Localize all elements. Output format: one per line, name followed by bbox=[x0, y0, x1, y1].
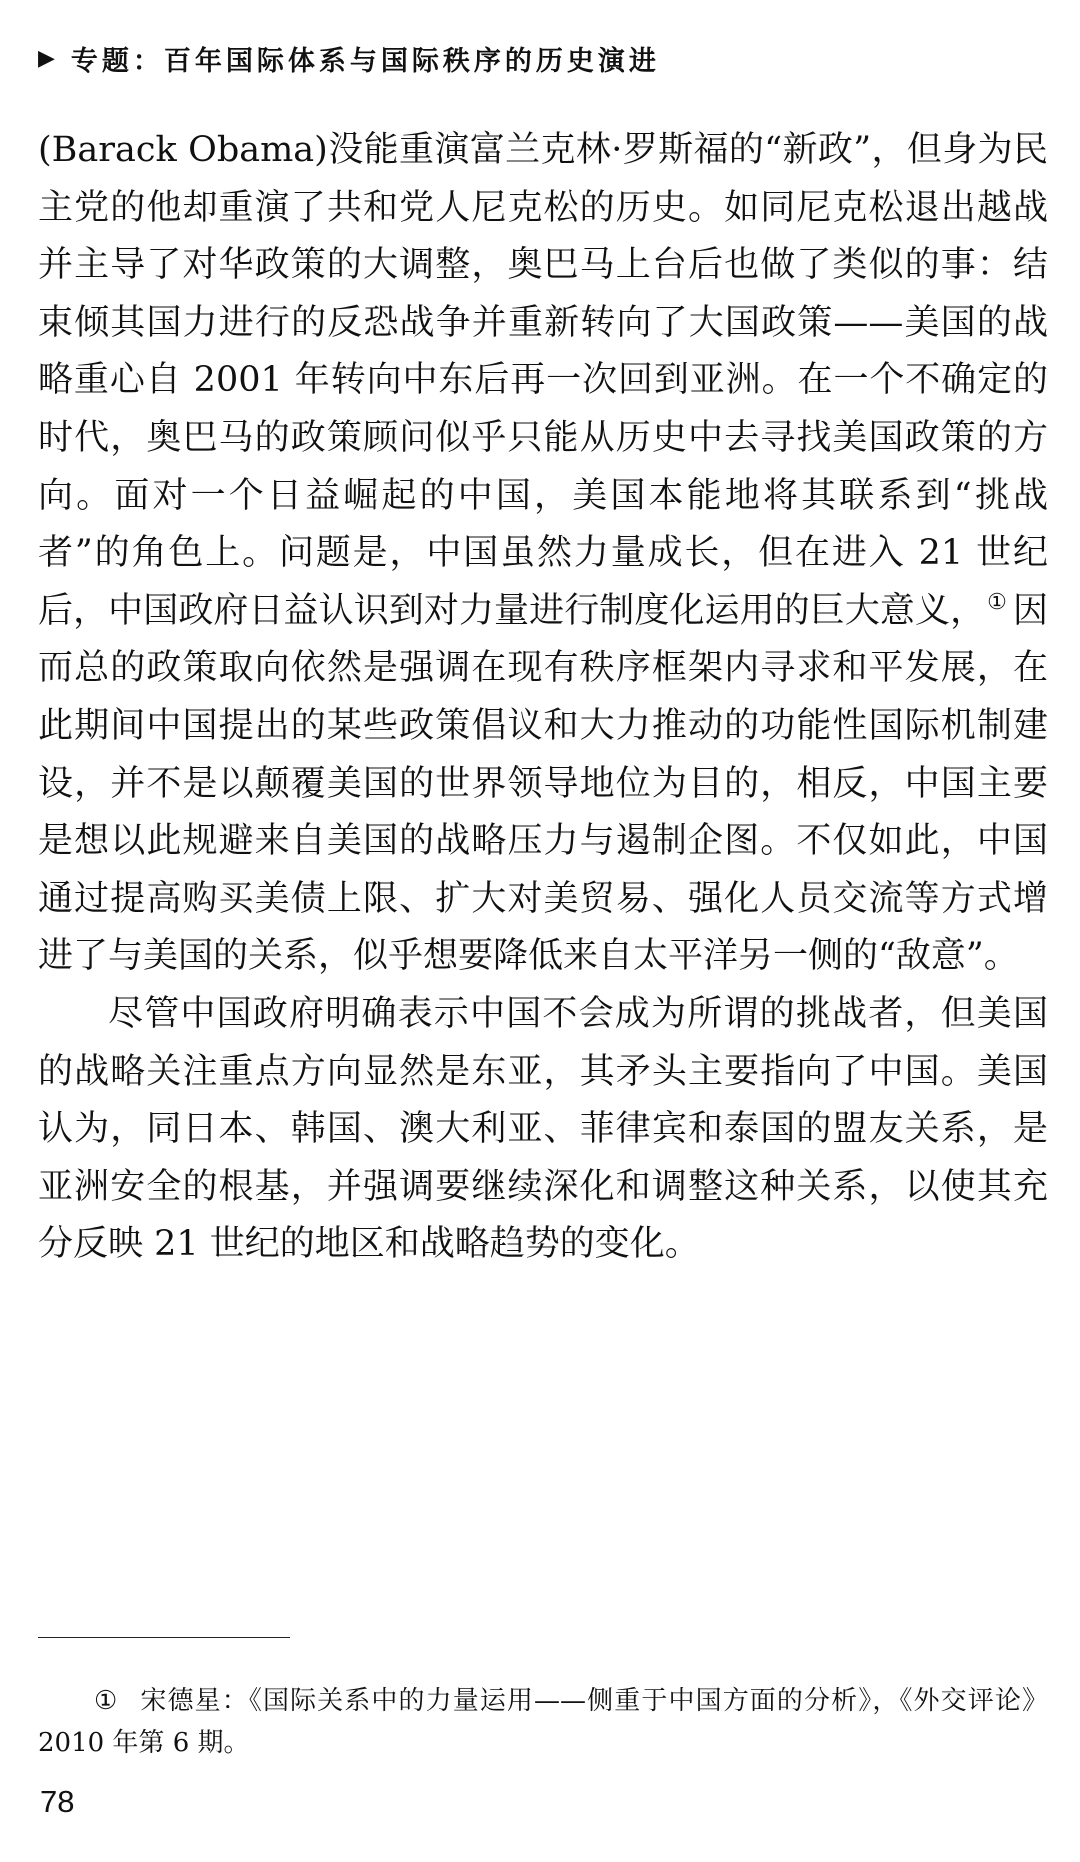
paragraph-1-text-b: 因而总的政策取向依然是强调在现有秩序框架内寻求和平发展，在此期间中国提出的某些政策倡议和大力推动的功能性国际机制建设，并不是以颠覆美国的世界领导地位为目的，相反，中国主要是想以此规避来自美国的战略压力与遏制企图。不仅如此，中国通过提高购买美债上限、扩大对美贸易、强化人员交流等方式增进了与美国的关系，似乎想要降低来自太平洋另一侧的“敌意”。 bbox=[38, 590, 1048, 977]
footnote-number: ① bbox=[94, 1686, 119, 1716]
paragraph-2: 尽管中国政府明确表示中国不会成为所谓的挑战者，但美国的战略关注重点方向显然是东亚，其矛头主要指向了中国。美国认为，同日本、韩国、澳大利亚、菲律宾和泰国的盟友关系，是亚洲安全的根基，并强调要继续深化和调整这种关系，以使其充分反映 21 世纪的地区和战略趋势的变化。 bbox=[38, 993, 1048, 1265]
paragraph-1-text-a: (Barack Obama)没能重演富兰克林·罗斯福的“新政”，但身为民主党的他却重演了共和党人尼克松的历史。如同尼克松退出越战并主导了对华政策的大调整，奥巴马上台后也做了类似的事：结束倾其国力进行的反恐战争并重新转向了大国政策——美国的战略重心自 2001 年转向中东后再一次回到亚洲。在一个不确定的时代，奥巴马的政策顾问似乎只能从历史中去寻找美国政策的方向。面对一个日益崛起的中国，美国本能地将其联系到“挑战者”的角色上。问题是，中国虽然力量成长，但在进入 21 世纪后，中国政府日益认识到对力量进行制度化运用的巨大意义， bbox=[38, 130, 1048, 631]
running-header bbox=[38, 38, 660, 78]
page-number: 78 bbox=[40, 1784, 75, 1819]
triangle-marker-icon: ▶ bbox=[38, 45, 55, 71]
footnote-text: 宋德星：《国际关系中的力量运用——侧重于中国方面的分析》，《外交评论》2010 年第 6 期。 bbox=[38, 1686, 1048, 1758]
footnote-reference: ① bbox=[987, 590, 1007, 616]
paragraph-1 bbox=[38, 122, 1048, 986]
footnote bbox=[38, 1680, 1048, 1764]
header-title: 专题：百年国际体系与国际秩序的历史演进 bbox=[70, 45, 660, 77]
main-text bbox=[38, 122, 1048, 1274]
footnote-divider bbox=[38, 1637, 290, 1638]
